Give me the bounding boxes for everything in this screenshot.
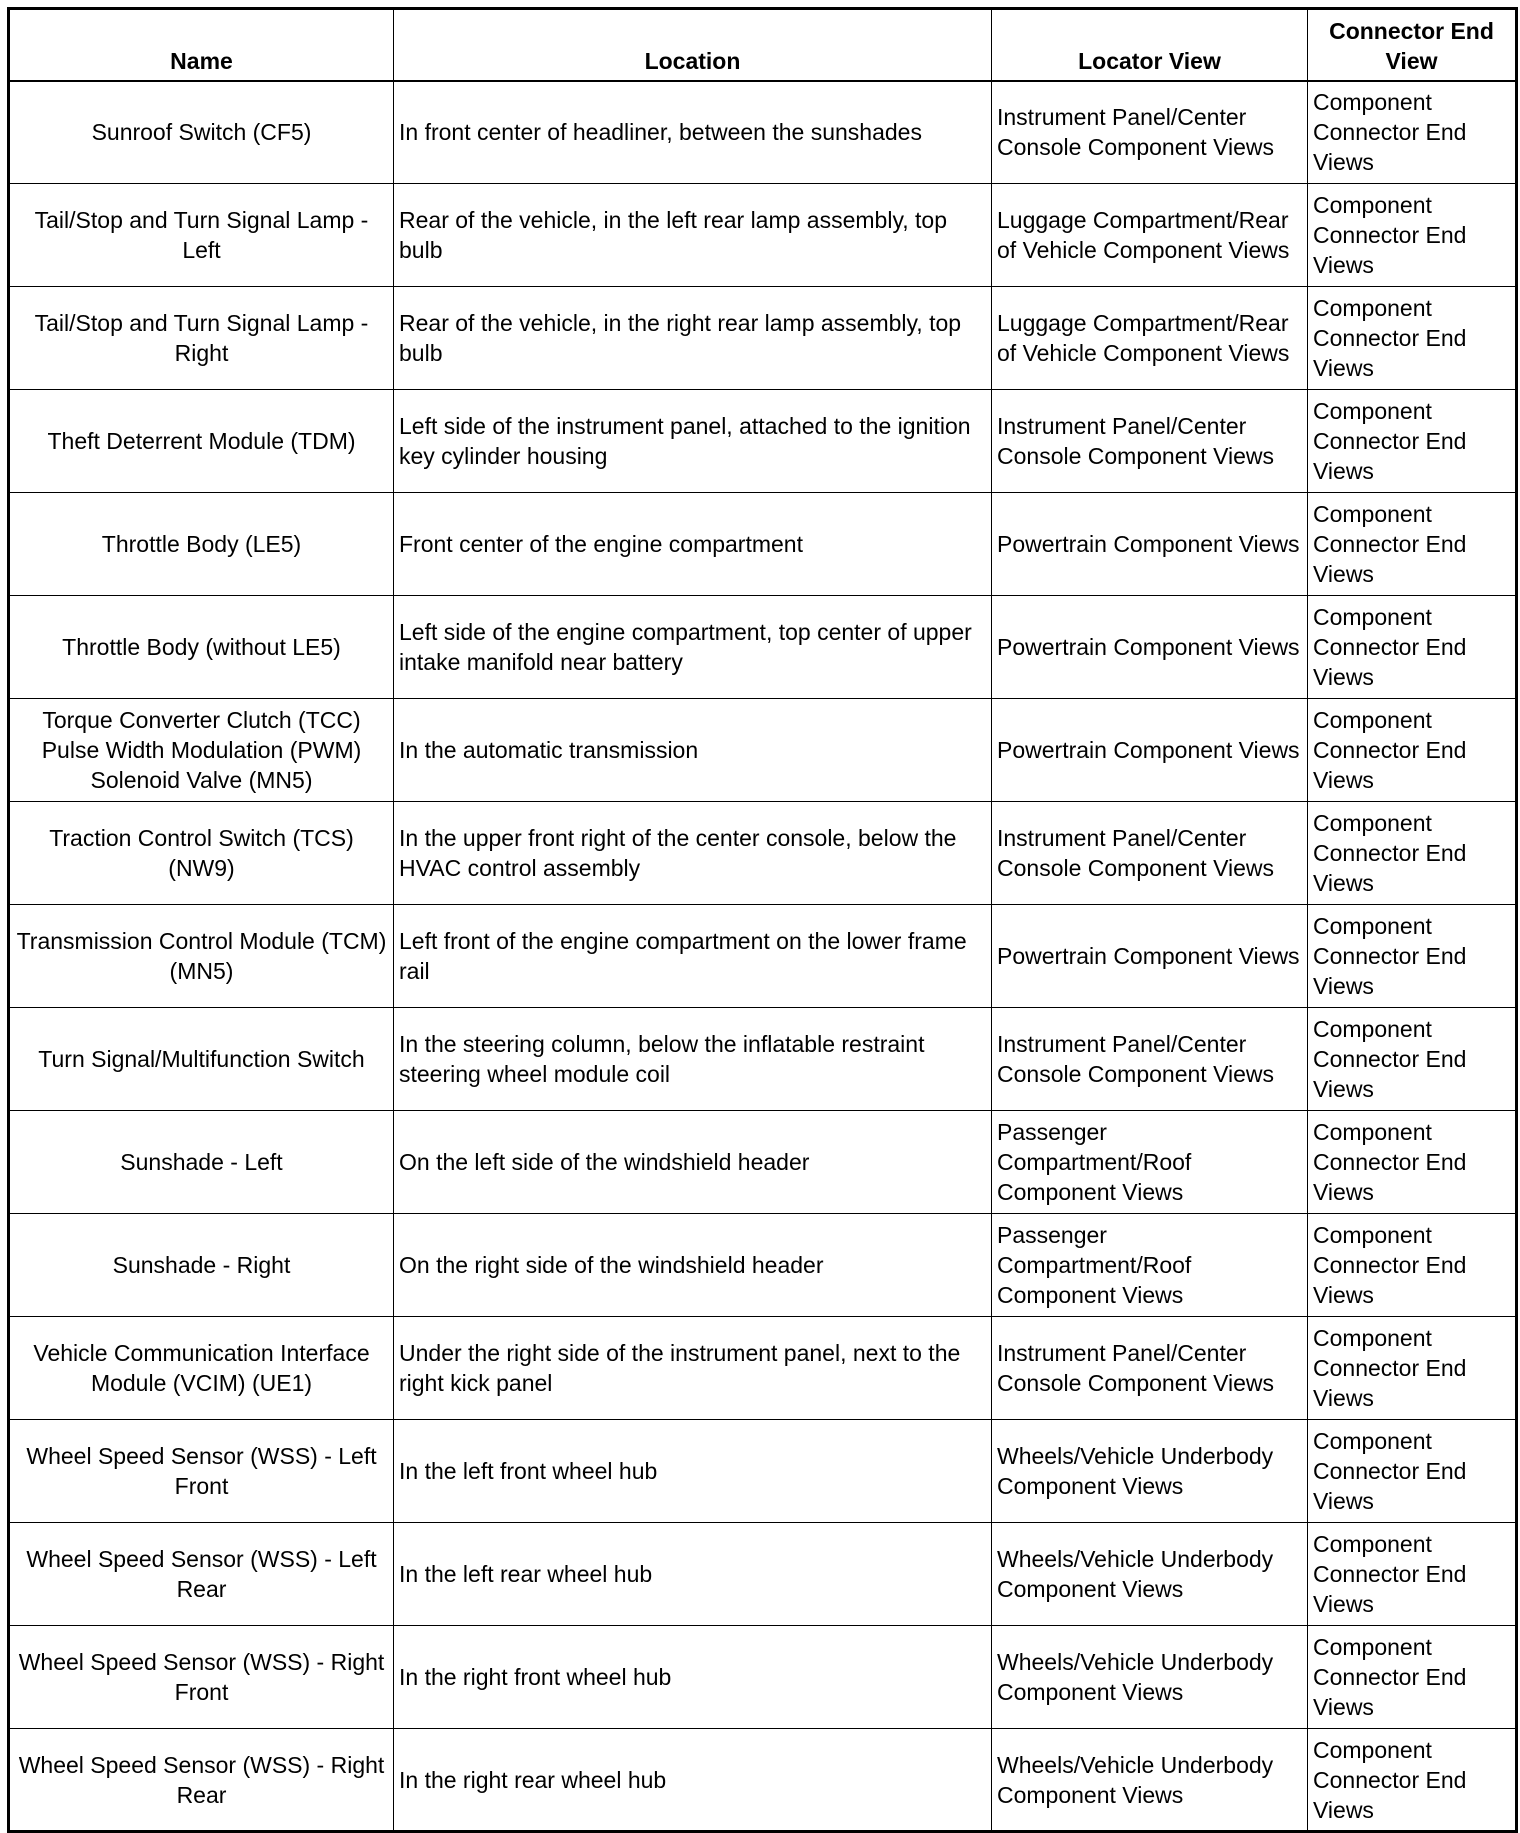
cell-location: In the upper front right of the center console, below the HVAC control assembly — [394, 802, 992, 905]
cell-location: Under the right side of the instrument panel, next to the right kick panel — [394, 1317, 992, 1420]
cell-locator-view: Powertrain Component Views — [992, 596, 1308, 699]
cell-name: Wheel Speed Sensor (WSS) - Left Rear — [9, 1523, 394, 1626]
cell-connector-end-view: Component Connector End Views — [1308, 1523, 1517, 1626]
cell-connector-end-view: Component Connector End Views — [1308, 287, 1517, 390]
cell-name: Wheel Speed Sensor (WSS) - Right Front — [9, 1626, 394, 1729]
header-location: Location — [394, 9, 992, 81]
cell-connector-end-view: Component Connector End Views — [1308, 184, 1517, 287]
cell-connector-end-view: Component Connector End Views — [1308, 1420, 1517, 1523]
cell-name: Sunroof Switch (CF5) — [9, 81, 394, 184]
table-row — [9, 1626, 1517, 1729]
cell-connector-end-view: Component Connector End Views — [1308, 699, 1517, 802]
cell-name: Sunshade - Left — [9, 1111, 394, 1214]
cell-location: Rear of the vehicle, in the right rear lamp assembly, top bulb — [394, 287, 992, 390]
cell-name: Transmission Control Module (TCM) (MN5) — [9, 905, 394, 1008]
cell-location: Left side of the engine compartment, top center of upper intake manifold near battery — [394, 596, 992, 699]
cell-name: Sunshade - Right — [9, 1214, 394, 1317]
table-row — [9, 1523, 1517, 1626]
table-row — [9, 905, 1517, 1008]
cell-location: In front center of headliner, between the sunshades — [394, 81, 992, 184]
cell-location: In the automatic transmission — [394, 699, 992, 802]
table-row — [9, 1111, 1517, 1214]
cell-connector-end-view: Component Connector End Views — [1308, 1111, 1517, 1214]
cell-connector-end-view: Component Connector End Views — [1308, 1729, 1517, 1832]
cell-locator-view: Wheels/Vehicle Underbody Component Views — [992, 1523, 1308, 1626]
cell-connector-end-view: Component Connector End Views — [1308, 1214, 1517, 1317]
cell-name: Theft Deterrent Module (TDM) — [9, 390, 394, 493]
cell-name: Vehicle Communication Interface Module (VCIM) (UE1) — [9, 1317, 394, 1420]
cell-locator-view: Powertrain Component Views — [992, 493, 1308, 596]
table-body — [9, 81, 1517, 1832]
cell-location: In the left rear wheel hub — [394, 1523, 992, 1626]
cell-connector-end-view: Component Connector End Views — [1308, 905, 1517, 1008]
table-row — [9, 1214, 1517, 1317]
cell-location: Left front of the engine compartment on the lower frame rail — [394, 905, 992, 1008]
component-locator-table — [7, 7, 1518, 1833]
table-row — [9, 390, 1517, 493]
cell-location: Rear of the vehicle, in the left rear lamp assembly, top bulb — [394, 184, 992, 287]
cell-locator-view: Luggage Compartment/Rear of Vehicle Component Views — [992, 287, 1308, 390]
cell-locator-view: Passenger Compartment/Roof Component Views — [992, 1111, 1308, 1214]
header-locator-view: Locator View — [992, 9, 1308, 81]
table-row — [9, 1317, 1517, 1420]
cell-locator-view: Instrument Panel/Center Console Component Views — [992, 802, 1308, 905]
table-row — [9, 184, 1517, 287]
cell-name: Throttle Body (LE5) — [9, 493, 394, 596]
cell-location: In the steering column, below the inflatable restraint steering wheel module coil — [394, 1008, 992, 1111]
cell-connector-end-view: Component Connector End Views — [1308, 493, 1517, 596]
cell-locator-view: Instrument Panel/Center Console Component Views — [992, 81, 1308, 184]
cell-name: Wheel Speed Sensor (WSS) - Left Front — [9, 1420, 394, 1523]
cell-locator-view: Luggage Compartment/Rear of Vehicle Component Views — [992, 184, 1308, 287]
table-row — [9, 1008, 1517, 1111]
header-connector-end-view: Connector End View — [1308, 9, 1517, 81]
cell-connector-end-view: Component Connector End Views — [1308, 1626, 1517, 1729]
cell-location: In the right front wheel hub — [394, 1626, 992, 1729]
cell-name: Tail/Stop and Turn Signal Lamp - Right — [9, 287, 394, 390]
cell-locator-view: Powertrain Component Views — [992, 905, 1308, 1008]
cell-location: Front center of the engine compartment — [394, 493, 992, 596]
cell-connector-end-view: Component Connector End Views — [1308, 1317, 1517, 1420]
cell-name: Tail/Stop and Turn Signal Lamp - Left — [9, 184, 394, 287]
table-row — [9, 1729, 1517, 1832]
header-name: Name — [9, 9, 394, 81]
table-row — [9, 1420, 1517, 1523]
cell-connector-end-view: Component Connector End Views — [1308, 596, 1517, 699]
cell-name: Throttle Body (without LE5) — [9, 596, 394, 699]
table-row — [9, 287, 1517, 390]
cell-location: In the right rear wheel hub — [394, 1729, 992, 1832]
table-row — [9, 81, 1517, 184]
cell-locator-view: Instrument Panel/Center Console Component Views — [992, 1317, 1308, 1420]
cell-connector-end-view: Component Connector End Views — [1308, 1008, 1517, 1111]
cell-name: Traction Control Switch (TCS) (NW9) — [9, 802, 394, 905]
cell-name: Turn Signal/Multifunction Switch — [9, 1008, 394, 1111]
cell-locator-view: Wheels/Vehicle Underbody Component Views — [992, 1420, 1308, 1523]
cell-locator-view: Wheels/Vehicle Underbody Component Views — [992, 1626, 1308, 1729]
table-row — [9, 699, 1517, 802]
cell-locator-view: Instrument Panel/Center Console Component Views — [992, 1008, 1308, 1111]
table-row — [9, 596, 1517, 699]
cell-location: In the left front wheel hub — [394, 1420, 992, 1523]
table-row — [9, 493, 1517, 596]
cell-locator-view: Passenger Compartment/Roof Component Views — [992, 1214, 1308, 1317]
cell-locator-view: Instrument Panel/Center Console Component Views — [992, 390, 1308, 493]
cell-locator-view: Wheels/Vehicle Underbody Component Views — [992, 1729, 1308, 1832]
table-row — [9, 802, 1517, 905]
cell-name: Torque Converter Clutch (TCC) Pulse Width Modulation (PWM) Solenoid Valve (MN5) — [9, 699, 394, 802]
cell-location: Left side of the instrument panel, attached to the ignition key cylinder housing — [394, 390, 992, 493]
cell-location: On the left side of the windshield header — [394, 1111, 992, 1214]
cell-connector-end-view: Component Connector End Views — [1308, 802, 1517, 905]
cell-connector-end-view: Component Connector End Views — [1308, 81, 1517, 184]
cell-name: Wheel Speed Sensor (WSS) - Right Rear — [9, 1729, 394, 1832]
cell-locator-view: Powertrain Component Views — [992, 699, 1308, 802]
cell-connector-end-view: Component Connector End Views — [1308, 390, 1517, 493]
cell-location: On the right side of the windshield header — [394, 1214, 992, 1317]
header-row — [9, 9, 1517, 81]
